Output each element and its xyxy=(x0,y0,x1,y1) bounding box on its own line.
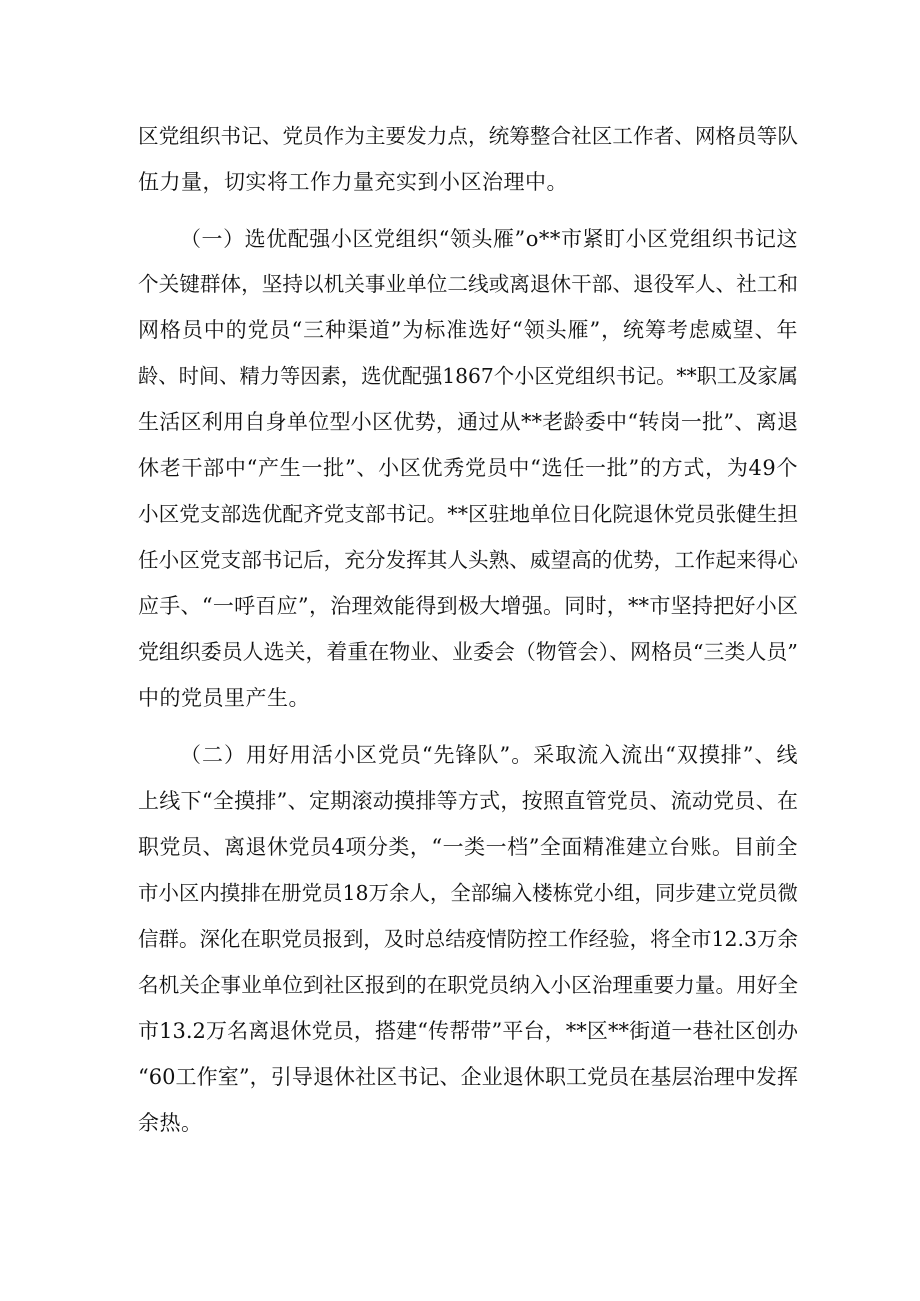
text-line: 党组织委员人选关，着重在物业、业委会（物管会）、网格员“三类人员” xyxy=(138,640,798,664)
text-line: 名机关企事业单位到社区报到的在职党员纳入小区治理重要力量。用好全 xyxy=(138,973,799,997)
text-line: 个关键群体，坚持以机关事业单位二线或离退休干部、退役军人、社工和 xyxy=(138,272,799,296)
text-line: 伍力量，切实将工作力量充实到小区治理中。 xyxy=(138,170,568,194)
text-line: （一）选优配强小区党组织“领头雁”o**市紧盯小区党组织书记这 xyxy=(180,227,798,251)
text-line: 市小区内摸排在册党员18万余人，全部编入楼栋党小组，同步建立党员微 xyxy=(138,881,798,905)
text-line: 职党员、离退休党员4项分类，“一类一档”全面精准建立台账。目前全 xyxy=(138,835,798,859)
text-line: 区党组织书记、党员作为主要发力点，统筹整合社区工作者、网格员等队 xyxy=(138,124,799,148)
text-line: 龄、时间、精力等因素，选优配强1867个小区党组织书记。**职工及家属 xyxy=(138,364,799,388)
text-line: 生活区利用自身单位型小区优势，通过从**老龄委中“转岗一批”、离退 xyxy=(138,410,798,434)
text-line: 中的党员里产生。 xyxy=(138,686,310,710)
text-line: 应手、“一呼百应”，治理效能得到极大增强。同时，**市坚持把好小区 xyxy=(138,594,798,618)
text-line: 任小区党支部书记后，充分发挥其人头熟、威望高的优势，工作起来得心 xyxy=(138,548,799,572)
text-line: 上线下“全摸排”、定期滚动摸排等方式，按照直管党员、流动党员、在 xyxy=(138,789,798,813)
text-line: （二）用好用活小区党员“先锋队”。采取流入流出“双摸排”、线 xyxy=(180,743,798,767)
text-line: 小区党支部选优配齐党支部书记。**区驻地单位日化院退休党员张健生担 xyxy=(138,502,799,526)
text-line: 市13.2万名离退休党员，搭建“传帮带”平台，**区**街道一巷社区创办 xyxy=(138,1019,798,1043)
text-line: “60工作室”，引导退休社区书记、企业退休职工党员在基层治理中发挥 xyxy=(138,1065,798,1089)
text-line: 休老干部中“产生一批”、小区优秀党员中“选任一批”的方式，为49个 xyxy=(138,456,798,480)
text-line: 信群。深化在职党员报到，及时总结疫情防控工作经验，将全市12.3万余 xyxy=(138,927,798,951)
text-line: 余热。 xyxy=(138,1111,203,1135)
text-line: 网格员中的党员“三种渠道”为标准选好“领头雁”，统筹考虑威望、年 xyxy=(138,318,798,342)
